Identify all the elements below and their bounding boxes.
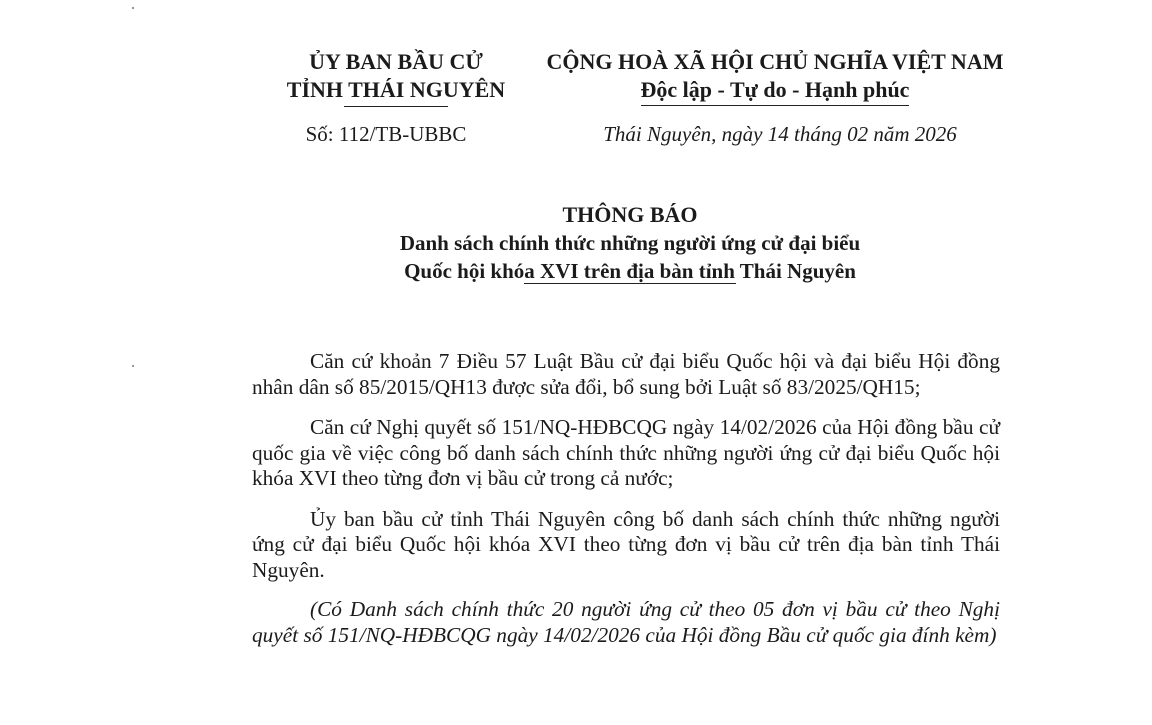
country-name: CỘNG HOÀ XÃ HỘI CHỦ NGHĨA VIỆT NAM: [546, 49, 1004, 74]
title-underline: [524, 283, 736, 284]
title-sub-line-2: Quốc hội khóa XVI trên địa bàn tỉnh Thái Nguyên: [404, 259, 856, 283]
document-number: Số: 112/TB-UBBC: [305, 122, 467, 146]
document-body: [252, 349, 1000, 663]
national-motto: Độc lập - Tự do - Hạnh phúc: [641, 76, 910, 106]
scan-speck: [132, 7, 134, 9]
issue-date: Thái Nguyên, ngày 14 tháng 02 năm 2026: [603, 122, 957, 146]
authority-line-2: TỈNH THÁI NGUYÊN: [286, 77, 506, 102]
paragraph-legal-basis-2: Căn cứ Nghị quyết số 151/NQ-HĐBCQG ngày 14/02/2026 của Hội đồng bầu cử quốc gia về việc công bố danh sách chính thức những người ứng cử đại biểu Quốc hội khóa XVI theo từng đơn vị bầu cử trong cả nước;: [252, 415, 1000, 490]
paragraph-announcement: Ủy ban bầu cử tỉnh Thái Nguyên công bố danh sách chính thức những người ứng cử đại biểu Quốc hội khóa XVI theo từng đơn vị bầu cử trên địa bàn tỉnh Thái Nguyên.: [252, 506, 1000, 582]
attachment-note: (Có Danh sách chính thức 20 người ứng cử theo 05 đơn vị bầu cử theo Nghị quyết số 151/NQ-HĐBCQG ngày 14/02/2026 của Hội đồng Bầu cử quốc gia đính kèm): [252, 597, 1000, 647]
authority-line-1: ỦY BAN BẦU CỬ: [309, 49, 483, 74]
authority-underline: [344, 106, 448, 107]
issuing-authority: [260, 48, 532, 107]
national-title: [540, 48, 1010, 106]
title-main: THÔNG BÁO: [562, 202, 698, 227]
title-sub-line-1: Danh sách chính thức những người ứng cử đại biểu: [399, 231, 861, 255]
scan-speck: [132, 365, 134, 367]
paragraph-legal-basis-1: Căn cứ khoản 7 Điều 57 Luật Bầu cử đại biểu Quốc hội và đại biểu Hội đồng nhân dân số 85/2015/QH13 được sửa đổi, bổ sung bởi Luật số 83/2025/QH15;: [252, 349, 1000, 399]
document-title: [250, 201, 1010, 286]
